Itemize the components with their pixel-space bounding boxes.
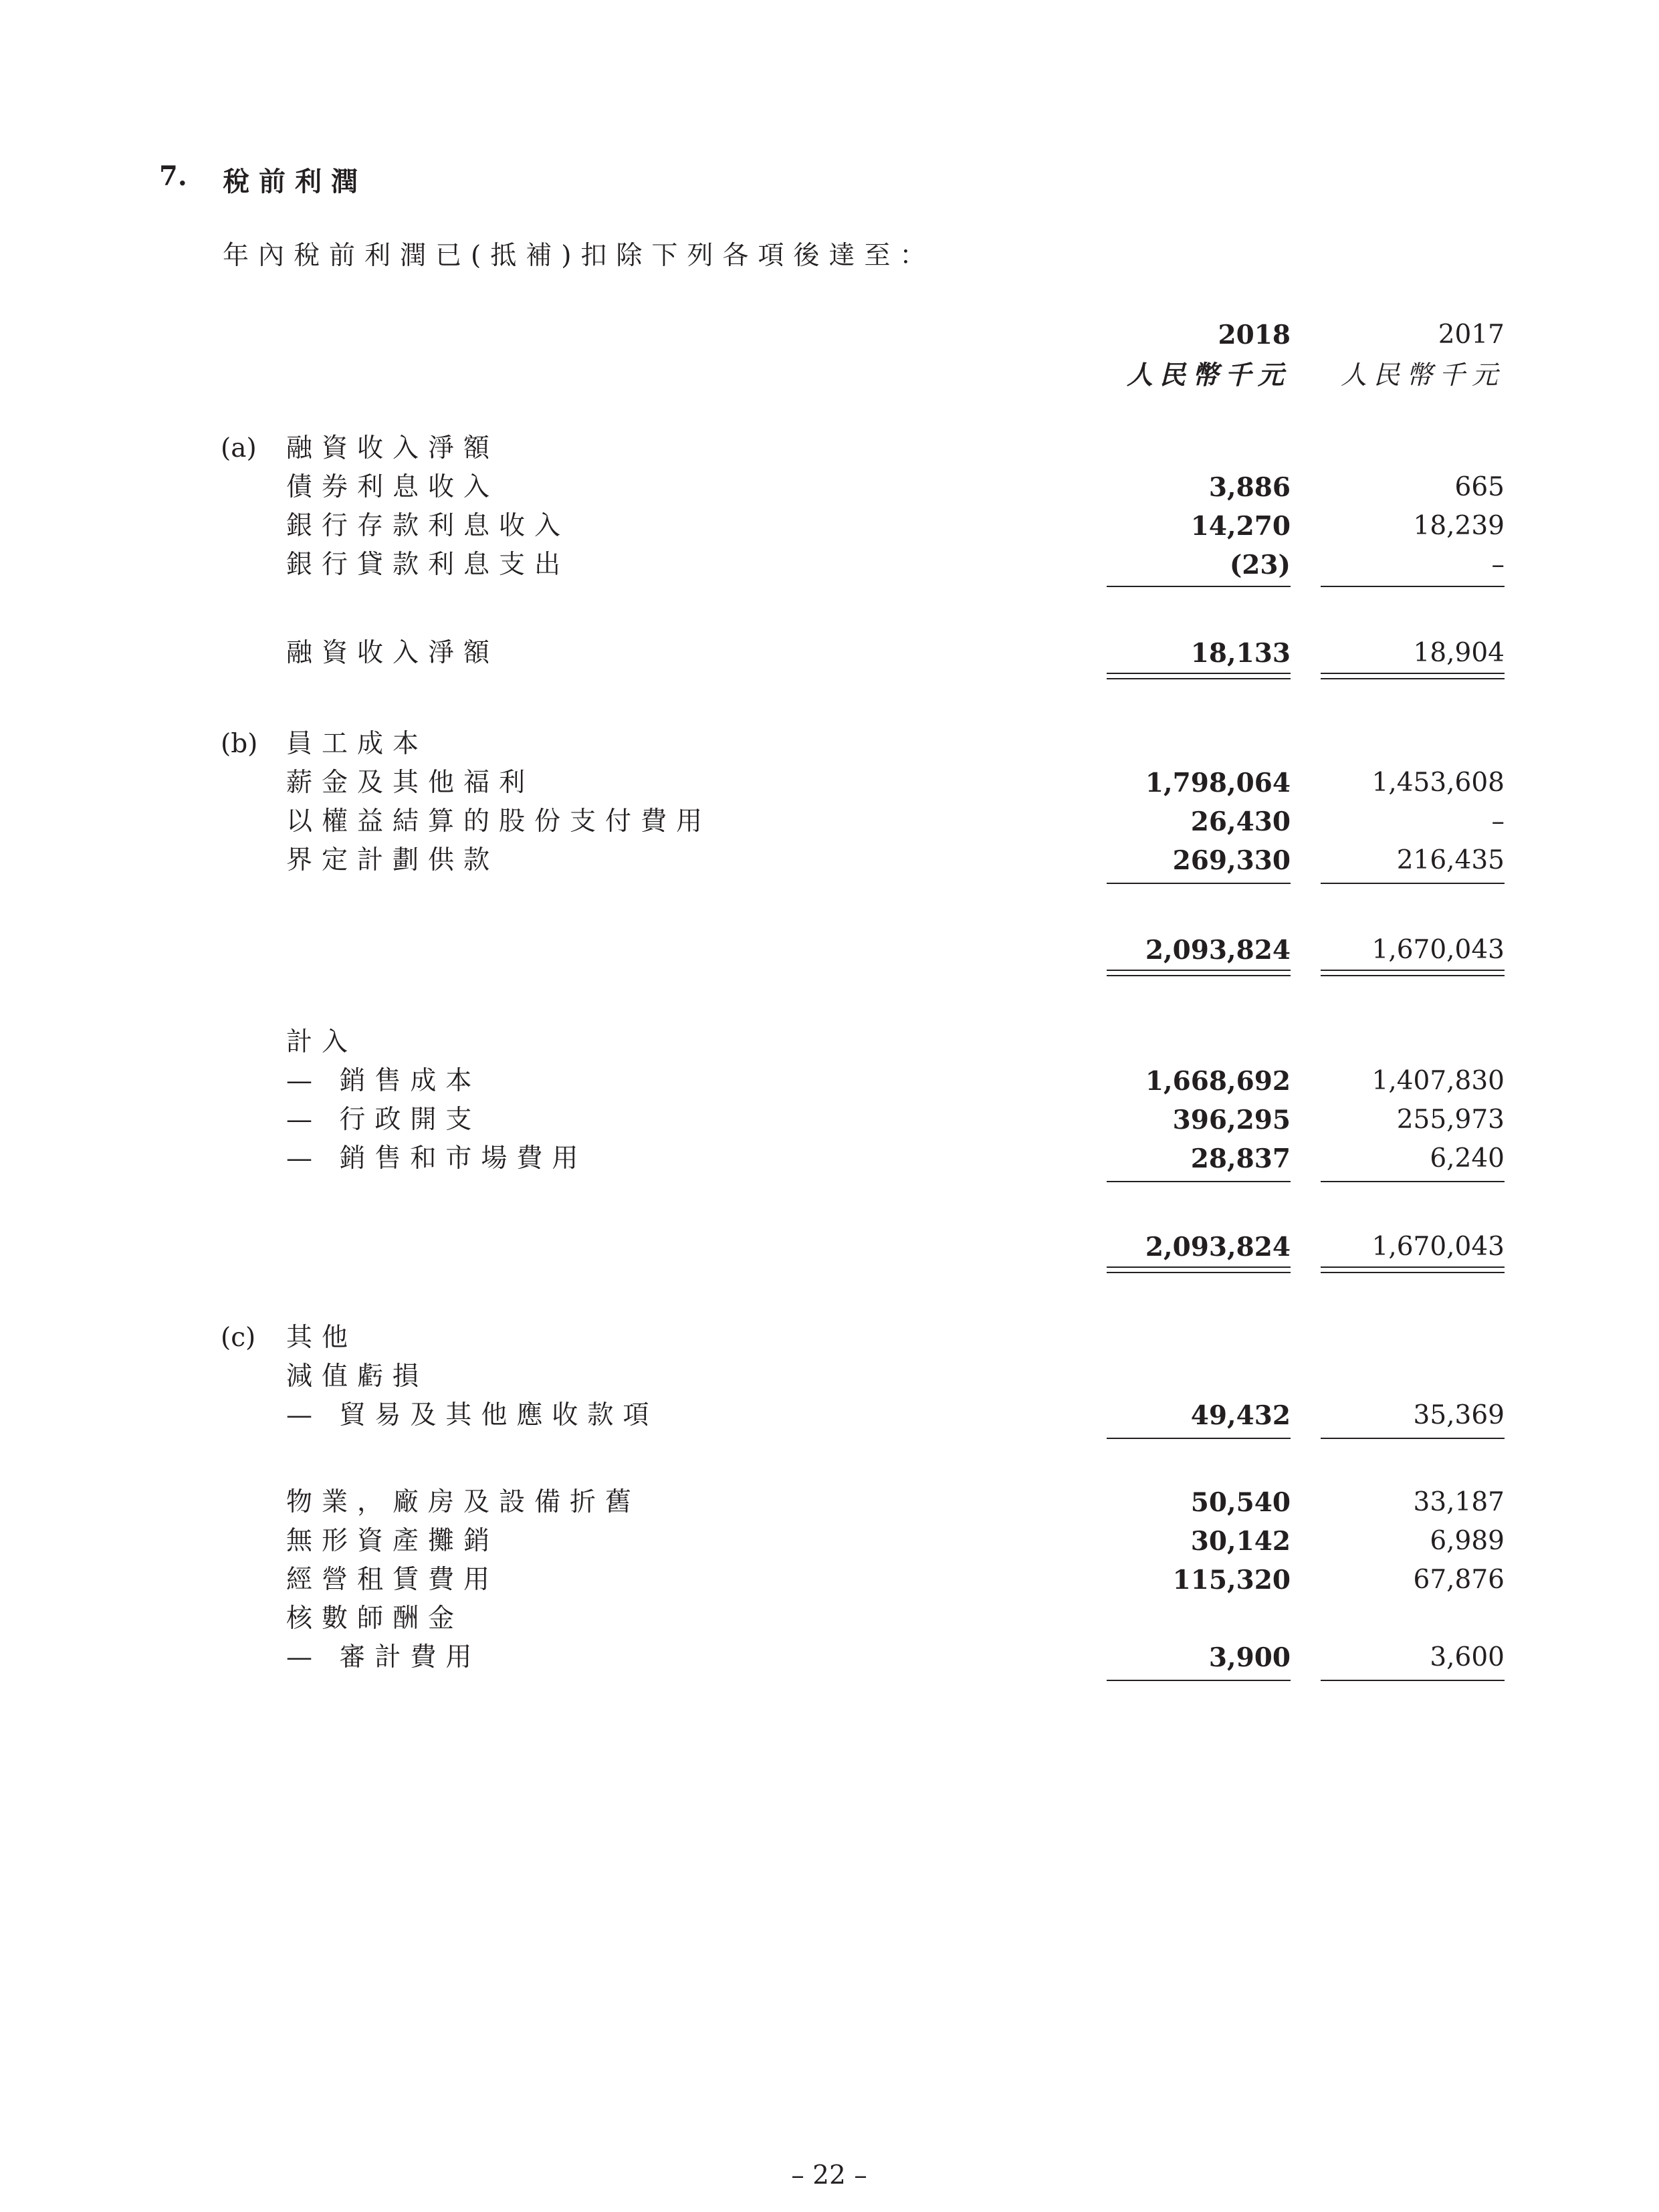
row-value-2018: 30,142 [1190, 1526, 1291, 1557]
total-label: 融資收入淨額 [286, 638, 500, 668]
row-value-2017: 216,435 [1396, 845, 1505, 875]
part-c-label: (c) [221, 1323, 256, 1353]
row-label: 物業，廠房及設備折舊 [286, 1487, 641, 1517]
row-label: — 審計費用 [286, 1642, 481, 1672]
section-title: 稅前利潤 [223, 166, 367, 197]
subtotal-rule [1321, 1438, 1505, 1439]
row-value-2017: – [1491, 806, 1505, 837]
row-label: 無形資產攤銷 [286, 1526, 500, 1556]
row-value-2018: 3,900 [1208, 1642, 1291, 1673]
row-value-2017: 1,407,830 [1371, 1066, 1505, 1096]
row-value-2017: 1,453,608 [1371, 768, 1505, 798]
row-value-2018: 3,886 [1208, 472, 1291, 503]
col-unit-2018: 人民幣千元 [1126, 360, 1291, 391]
total-double-rule [1107, 970, 1291, 976]
subtotal-rule [1107, 1181, 1291, 1182]
col-unit-2017: 人民幣千元 [1340, 360, 1505, 391]
row-value-2018: 14,270 [1190, 511, 1291, 542]
row-value-2017: 67,876 [1413, 1565, 1505, 1595]
subtotal-rule [1321, 1680, 1505, 1681]
part-b-title: 員工成本 [286, 729, 429, 759]
total-double-rule [1321, 1266, 1505, 1273]
row-value-2017: 35,369 [1413, 1400, 1505, 1430]
row-label: — 銷售成本 [286, 1066, 481, 1096]
total-double-rule [1321, 970, 1505, 976]
row-value-2018: 50,540 [1190, 1487, 1291, 1518]
row-label: 以權益結算的股份支付費用 [286, 806, 712, 837]
row-label: 薪金及其他福利 [286, 768, 535, 798]
row-value-2017: 255,973 [1396, 1105, 1505, 1135]
total-double-rule [1107, 673, 1291, 679]
row-value-2018: 1,668,692 [1145, 1066, 1291, 1097]
row-label: — 行政開支 [286, 1105, 481, 1135]
row-value-2018: 115,320 [1172, 1565, 1291, 1595]
total-double-rule [1321, 673, 1505, 679]
section-number: 7. [159, 160, 187, 192]
row-value-2018: 396,295 [1172, 1105, 1291, 1135]
part-a-label: (a) [221, 433, 257, 463]
row-value-2018: 49,432 [1190, 1400, 1291, 1431]
row-value-2017: 6,989 [1430, 1526, 1505, 1556]
subtotal-rule [1321, 883, 1505, 884]
row-label: 銀行貸款利息支出 [286, 550, 570, 580]
total-value-2017: 18,904 [1413, 638, 1505, 668]
total-value-2017: 1,670,043 [1371, 935, 1505, 965]
col-year-2017: 2017 [1438, 320, 1505, 350]
col-year-2018: 2018 [1218, 320, 1291, 350]
subtotal-rule [1107, 1438, 1291, 1439]
subtotal-rule [1107, 1680, 1291, 1681]
row-value-2018: 26,430 [1190, 806, 1291, 837]
total-value-2018: 18,133 [1190, 638, 1291, 669]
subtotal-rule [1107, 586, 1291, 587]
subtotal-rule [1321, 586, 1505, 587]
section-intro: 年內稅前利潤已(抵補)扣除下列各項後達至： [223, 241, 935, 271]
page-number: – 22 – [791, 2161, 867, 2191]
row-label: 界定計劃供款 [286, 845, 500, 875]
row-value-2018: 1,798,064 [1145, 768, 1291, 798]
row-label: 經營租賃費用 [286, 1565, 500, 1595]
row-value-2018: 269,330 [1172, 845, 1291, 876]
row-value-2018: 28,837 [1190, 1143, 1291, 1174]
total-value-2017: 1,670,043 [1371, 1232, 1505, 1262]
row-value-2017: 6,240 [1430, 1143, 1505, 1174]
row-value-2017: 3,600 [1430, 1642, 1505, 1672]
impairment-title: 減值虧損 [286, 1361, 429, 1392]
total-double-rule [1107, 1266, 1291, 1273]
row-label: 銀行存款利息收入 [286, 511, 570, 541]
subtotal-rule [1321, 1181, 1505, 1182]
auditor-title: 核數師酬金 [286, 1603, 464, 1634]
total-value-2018: 2,093,824 [1145, 935, 1291, 966]
charged-title: 計入 [286, 1027, 358, 1057]
row-label: 債券利息收入 [286, 472, 500, 502]
row-label: — 銷售和市場費用 [286, 1143, 588, 1174]
part-a-title: 融資收入淨額 [286, 433, 500, 463]
row-value-2017: 665 [1454, 472, 1505, 502]
row-value-2018: (23) [1229, 550, 1291, 580]
row-value-2017: – [1491, 550, 1505, 580]
row-value-2017: 33,187 [1413, 1487, 1505, 1517]
row-value-2017: 18,239 [1413, 511, 1505, 541]
subtotal-rule [1107, 883, 1291, 884]
total-value-2018: 2,093,824 [1145, 1232, 1291, 1262]
row-label: — 貿易及其他應收款項 [286, 1400, 659, 1430]
part-c-title: 其他 [286, 1323, 358, 1353]
part-b-label: (b) [221, 729, 258, 759]
